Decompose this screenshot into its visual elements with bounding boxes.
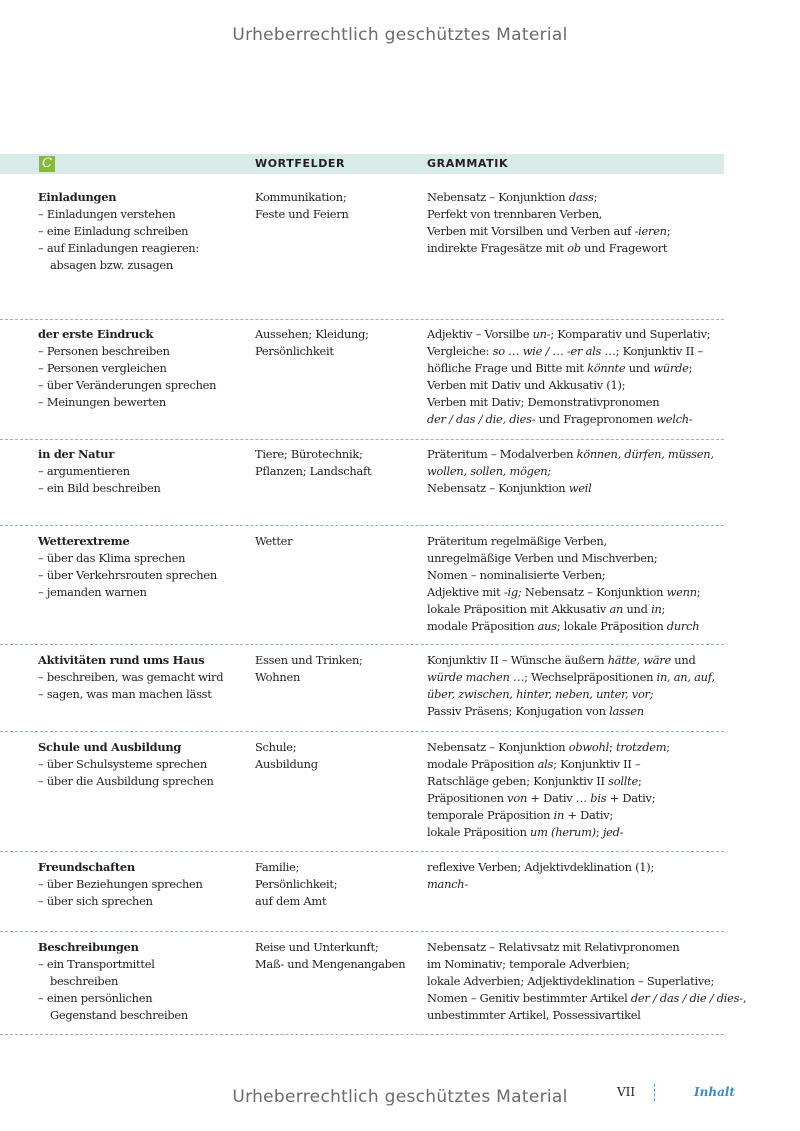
grammatik-text: Vergleiche: [427,344,493,358]
grammatik-text: + Dativ … [527,791,591,805]
grammatik-example: trotzdem [616,740,667,754]
grammatik-line [427,807,727,824]
topic-item: – Personen vergleichen [38,360,248,377]
topic-item: – Einladungen verstehen [38,206,248,223]
grammatik-line [427,990,747,1007]
topic-item: – auf Einladungen reagieren: [38,240,248,257]
wortfeld-entry: Wetter [255,534,293,548]
grammatik-text: Nebensatz – Konjunktion [427,481,569,495]
grammatik-cell [427,859,727,893]
grammatik-example: der / das / die, dies- [427,412,536,426]
table-row [0,939,747,1035]
topic-item: – über Verkehrsrouten sprechen [38,567,248,584]
grammatik-example: ob [567,241,581,255]
grammatik-text: ; Konjunktiv II – [553,757,641,771]
grammatik-example: manch- [427,877,468,891]
grammatik-cell [427,533,727,635]
grammatik-line [427,973,727,990]
topic-cell [38,652,248,703]
topic-item: – beschreiben, was gemacht wird [38,669,248,686]
topic-cell [38,859,248,910]
grammatik-example: weil [568,481,592,495]
grammatik-line [427,859,727,876]
topic-title: Beschreibungen [38,940,139,954]
grammatik-text: ; [666,224,671,238]
wortfeld-entry: Tiere; Bürotechnik; [255,447,363,461]
grammatik-text: temporale Präposition [427,808,554,822]
grammatik-cell [427,189,727,257]
grammatik-example: von [507,791,528,805]
grammatik-text: höfliche Frage und Bitte mit [427,361,588,375]
grammatik-example: der / das / die / dies- [630,991,743,1005]
grammatik-text: und [625,361,654,375]
column-header-grammatik: GRAMMATIK [427,157,509,170]
grammatik-line [427,790,727,807]
grammatik-text: ; Wechselpräpositionen [524,670,657,684]
grammatik-line [427,939,727,956]
grammatik-example: -ieren [634,224,667,238]
grammatik-text: Konjunktiv II – Wünsche äußern [427,653,608,667]
grammatik-line [427,669,727,686]
wortfelder-cell [255,446,420,480]
grammatik-example: obwohl [568,740,610,754]
grammatik-line [427,703,727,720]
grammatik-line [427,446,727,463]
grammatik-line [427,411,727,428]
topic-cell [38,533,248,601]
grammatik-text: ; [661,602,666,616]
topic-title: Aktivitäten rund ums Haus [38,653,205,667]
grammatik-line [427,206,727,223]
grammatik-line [427,223,727,240]
grammatik-text: Nebensatz – Konjunktion [427,740,569,754]
grammatik-text: Verben mit Dativ und Akkusativ (1); [427,378,626,392]
topic-item: – jemanden warnen [38,584,248,601]
grammatik-example: hätte, wäre [607,653,671,667]
grammatik-line [427,550,727,567]
grammatik-example: würde machen … [427,670,525,684]
topic-title: Wetterextreme [38,534,130,548]
topic-item: – über das Klima sprechen [38,550,248,567]
wortfelder-cell [255,859,420,910]
grammatik-line [427,240,727,257]
grammatik-text: und Fragewort [580,241,668,255]
topic-item: – ein Transportmittel [38,956,248,973]
grammatik-line [427,533,727,550]
grammatik-text: unregelmäßige Verben und Mischverben; [427,551,658,565]
grammatik-text: ; Komparativ und Superlativ; [550,327,711,341]
grammatik-example: in, an, auf, [656,670,715,684]
grammatik-text: und Fragepronomen [535,412,657,426]
wortfeld-entry: Kommunikation; [255,190,347,204]
grammatik-text: unbestimmter Artikel, Possessivartikel [427,1008,641,1022]
grammatik-text: ; [595,825,603,839]
grammatik-text: ; [609,740,616,754]
table-row [0,739,724,852]
grammatik-text: lokale Adverbien; Adjektivdeklination – Superlative; [427,974,715,988]
wortfeld-entry: Wohnen [255,670,301,684]
grammatik-line [427,584,727,601]
grammatik-line [427,1007,727,1024]
grammatik-line [427,189,727,206]
contents-link[interactable]: Inhalt [694,1085,735,1099]
grammatik-text: Nebensatz – Konjunktion [427,190,569,204]
table-row [0,652,724,732]
grammatik-text: und [670,653,696,667]
grammatik-text: ; [666,740,670,754]
grammatik-line [427,601,727,618]
grammatik-text: , [742,991,747,1005]
topic-item: – argumentieren [38,463,248,480]
grammatik-text: lokale Präposition [427,825,531,839]
grammatik-line [427,360,727,377]
topic-item: – Personen beschreiben [38,343,248,360]
topic-cell [38,446,248,497]
watermark-top: Urheberrechtlich geschütztes Material [232,25,568,45]
topic-item: – sagen, was man machen lässt [38,686,248,703]
grammatik-example: welch- [656,412,693,426]
grammatik-example: an [609,602,624,616]
grammatik-line [427,394,727,411]
grammatik-line [427,343,727,360]
grammatik-text: Präteritum regelmäßige Verben, [427,534,607,548]
grammatik-example: dass [568,190,594,204]
topic-item-continued: beschreiben [50,974,119,988]
grammatik-text: im Nominativ; temporale Adverbien; [427,957,630,971]
grammatik-example: können, dürfen, müssen, [576,447,714,461]
grammatik-example: würde [653,361,689,375]
grammatik-text: Verben mit Dativ; Demonstrativpronomen [427,395,660,409]
grammatik-text: ; [637,774,642,788]
grammatik-text: Nebensatz – Relativsatz mit Relativpronomen [427,940,680,954]
wortfelder-cell [255,939,420,973]
grammatik-text: ; [688,361,693,375]
topic-item-continued: absagen bzw. zusagen [50,258,173,272]
topic-item-continued: Gegenstand beschreiben [50,1008,188,1022]
grammatik-text: indirekte Fragesätze mit [427,241,568,255]
wortfeld-entry: Pflanzen; Landschaft [255,464,372,478]
grammatik-example: könnte [587,361,626,375]
grammatik-text: Ratschläge geben; Konjunktiv II [427,774,609,788]
wortfeld-entry: Feste und Feiern [255,207,349,221]
grammatik-text: ; [593,190,598,204]
grammatik-line [427,739,727,756]
topic-title: der erste Eindruck [38,327,154,341]
grammatik-text: Präpositionen [427,791,508,805]
grammatik-text: Verben mit Vorsilben und Verben auf [427,224,635,238]
grammatik-text: lokale Präposition mit Akkusativ [427,602,610,616]
table-header-band [0,154,724,174]
watermark-bottom: Urheberrechtlich geschütztes Material [232,1087,568,1107]
grammatik-line [427,567,727,584]
grammatik-example: bis [590,791,607,805]
grammatik-example: als [537,757,554,771]
grammatik-line [427,824,727,841]
table-row [0,859,724,932]
page-number: VII [617,1085,636,1099]
wortfeld-entry: Persönlichkeit; [255,877,338,891]
grammatik-cell [427,739,727,841]
wortfeld-entry: Familie; [255,860,300,874]
topic-item: – eine Einladung schreiben [38,223,248,240]
topic-cell [38,189,248,274]
wortfeld-entry: Schule; [255,740,297,754]
grammatik-text: Adjektiv – Vorsilbe [427,327,533,341]
grammatik-example: sollte [608,774,638,788]
grammatik-example: um (herum) [530,825,596,839]
grammatik-example: in [651,602,662,616]
grammatik-example: wenn [666,585,697,599]
wortfelder-cell [255,652,420,686]
grammatik-text: Nebensatz – Konjunktion [521,585,667,599]
topic-cell [38,739,248,790]
grammatik-example: in [553,808,565,822]
grammatik-text: Adjektive mit [427,585,504,599]
grammatik-line [427,773,727,790]
wortfeld-entry: Aussehen; Kleidung; [255,327,369,341]
topic-item: – Meinungen bewerten [38,394,248,411]
topic-item: – über Schulsysteme sprechen [38,756,248,773]
grammatik-text: ; Konjunktiv II – [615,344,703,358]
wortfelder-cell [255,533,420,550]
wortfeld-entry: Persönlichkeit [255,344,334,358]
grammatik-text: ; [696,585,701,599]
wortfelder-cell [255,189,420,223]
grammatik-line [427,377,727,394]
grammatik-text: reflexive Verben; Adjektivdeklination (1); [427,860,655,874]
grammatik-line [427,480,727,497]
topic-item: – ein Bild beschreiben [38,480,248,497]
wortfeld-entry: auf dem Amt [255,894,327,908]
grammatik-example: über, zwischen, hinter, neben, unter, vor; [427,687,654,701]
topic-title: in der Natur [38,447,115,461]
grammatik-text: + Dativ; [564,808,614,822]
wortfeld-entry: Maß- und Mengenangaben [255,957,406,971]
grammatik-text: + Dativ; [606,791,656,805]
topic-cell [38,326,248,411]
table-row [0,189,724,320]
grammatik-line [427,618,727,635]
grammatik-line [427,756,727,773]
wortfeld-entry: Reise und Unterkunft; [255,940,379,954]
grammatik-example: durch [666,619,700,633]
grammatik-line [427,652,727,669]
grammatik-example: aus [537,619,557,633]
topic-item: – über die Ausbildung sprechen [38,773,248,790]
table-row [0,326,724,440]
topic-title: Einladungen [38,190,117,204]
footer-divider [654,1084,655,1101]
wortfelder-cell [255,326,420,360]
column-header-wortfelder: WORTFELDER [255,157,346,170]
grammatik-text: Passiv Präsens; Konjugation von [427,704,610,718]
grammatik-text: modale Präposition [427,757,538,771]
grammatik-cell [427,939,747,1024]
grammatik-line [427,463,727,480]
grammatik-line [427,326,727,343]
grammatik-example: so … wie / … -er als … [492,344,616,358]
grammatik-example: lassen [609,704,644,718]
topic-item: – über Veränderungen sprechen [38,377,248,394]
grammatik-cell [427,326,727,428]
table-row [0,446,724,526]
wortfelder-cell [255,739,420,773]
topic-title: Freundschaften [38,860,135,874]
grammatik-line [427,876,727,893]
grammatik-text: ; lokale Präposition [556,619,667,633]
grammatik-text: Nomen – nominalisierte Verben; [427,568,606,582]
topic-cell [38,939,248,1024]
topic-item: – einen persönlichen [38,990,248,1007]
topic-item: – über sich sprechen [38,893,248,910]
grammatik-cell [427,652,727,720]
chapter-badge: C [39,156,55,172]
grammatik-example: -ig; [503,585,522,599]
grammatik-line [427,956,727,973]
wortfeld-entry: Essen und Trinken; [255,653,363,667]
table-row [0,533,724,645]
grammatik-line [427,686,727,703]
grammatik-text: modale Präposition [427,619,538,633]
wortfeld-entry: Ausbildung [255,757,318,771]
grammatik-text: und [623,602,652,616]
grammatik-cell [427,446,727,497]
grammatik-example: un- [532,327,551,341]
grammatik-text: Perfekt von trennbaren Verben, [427,207,603,221]
topic-item: – über Beziehungen sprechen [38,876,248,893]
grammatik-text: Nomen – Genitiv bestimmter Artikel [427,991,631,1005]
grammatik-example: wollen, sollen, mögen; [427,464,551,478]
grammatik-example: jed- [602,825,624,839]
topic-title: Schule und Ausbildung [38,740,182,754]
grammatik-text: Präteritum – Modalverben [427,447,577,461]
